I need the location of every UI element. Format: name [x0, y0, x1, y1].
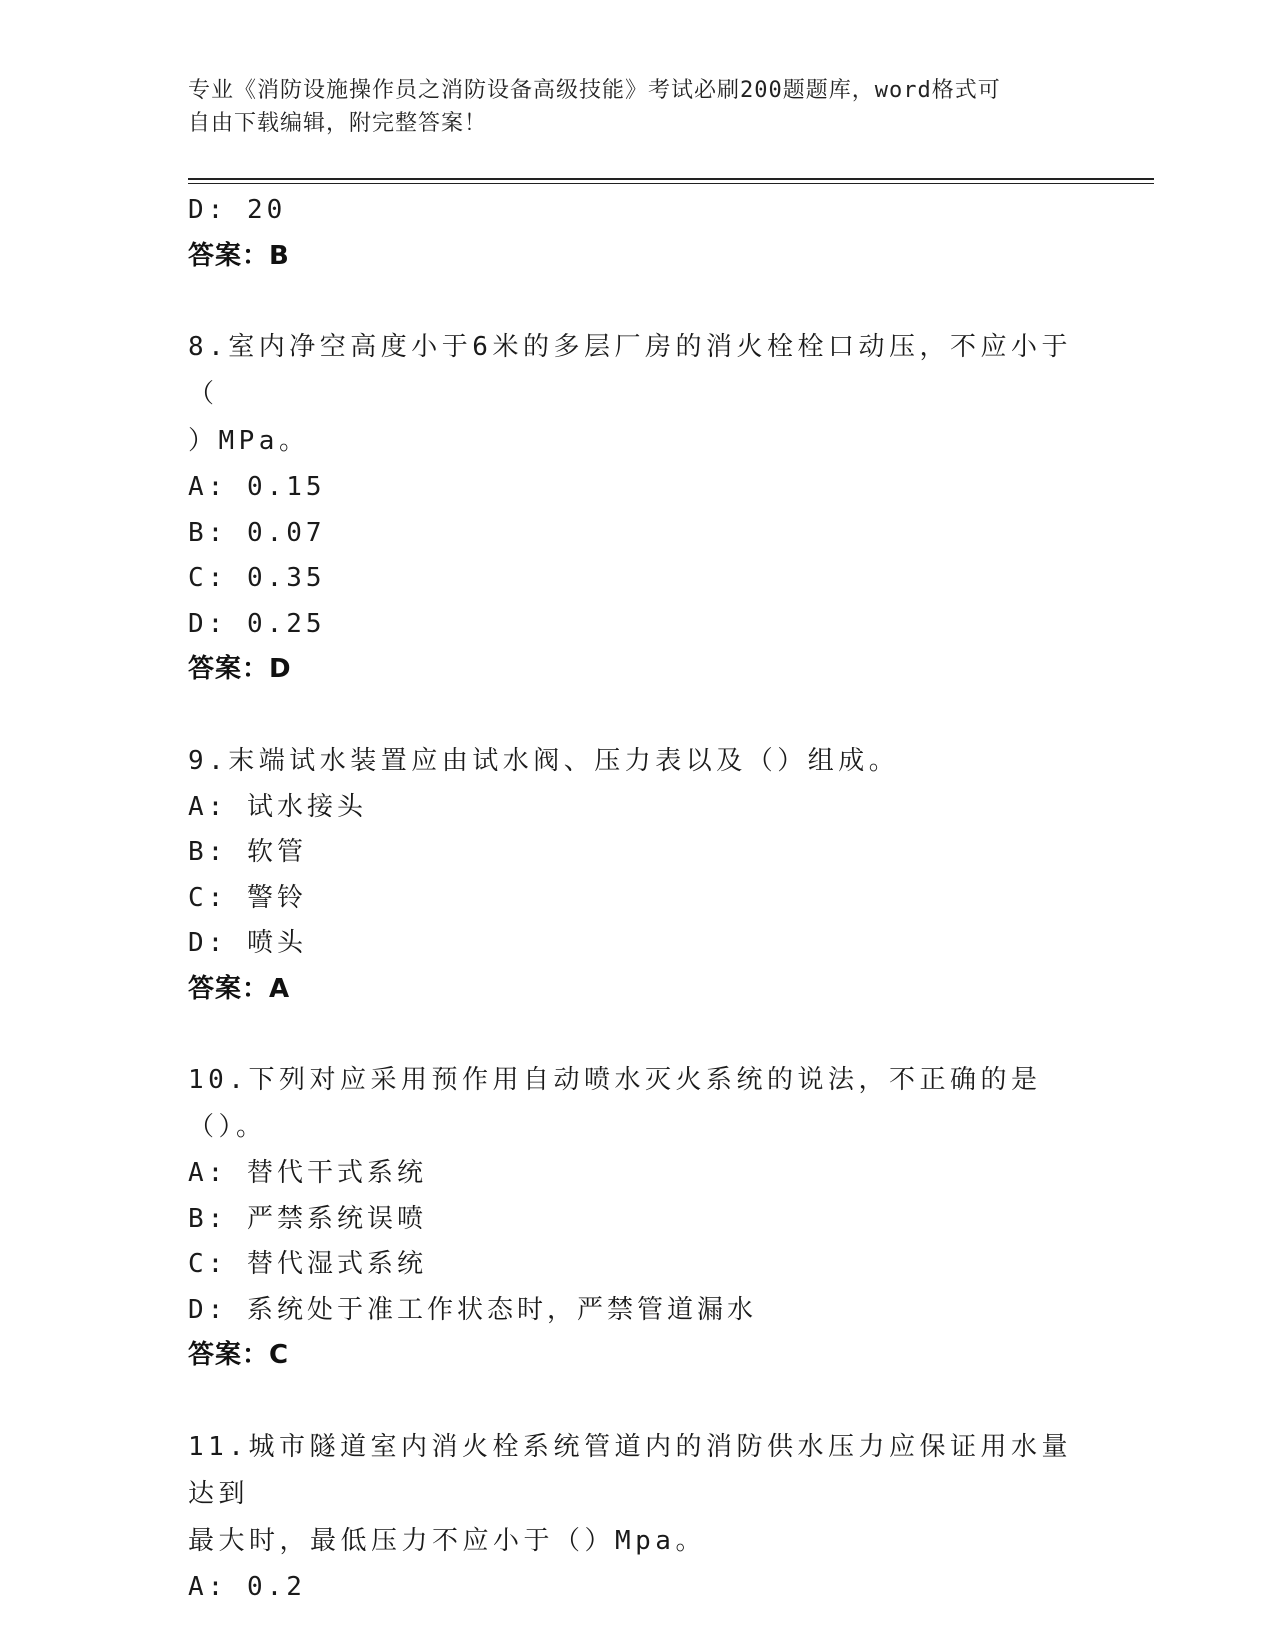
- question-stem-cont: ）MPa。: [188, 426, 310, 456]
- option-a: A: 0.2: [188, 1571, 306, 1602]
- question-list: [188, 188, 1088, 1610]
- question-stem: 9.末端试水装置应由试水阀、压力表以及（）组成。: [188, 745, 900, 776]
- option-b: B: 软管: [188, 837, 307, 867]
- option-c: C: 0.35: [188, 563, 326, 593]
- option-a: A: 试水接头: [188, 791, 367, 822]
- answer-line: 答案：B: [188, 240, 290, 271]
- option-d: D: 喷头: [188, 928, 307, 958]
- question-stem: 11.城市隧道室内消火栓系统管道内的消防供水压力应保证用水量达到: [188, 1431, 1072, 1509]
- question-block-7: [188, 188, 1088, 279]
- option-b: B: 严禁系统误喷: [188, 1203, 427, 1234]
- answer-line: 答案：A: [188, 973, 291, 1004]
- option-d: D: 0.25: [188, 608, 326, 639]
- question-block-11: [188, 1424, 1088, 1611]
- spacer: [188, 1379, 1088, 1424]
- spacer: [188, 1012, 1088, 1057]
- question-block-9: [188, 738, 1088, 1013]
- question-stem-cont: 最大时，最低压力不应小于（）Mpa。: [188, 1525, 706, 1556]
- header-divider-thick: [188, 178, 1154, 180]
- option-a: A: 0.15: [188, 472, 326, 502]
- header-divider-thin: [188, 183, 1154, 184]
- spacer: [188, 693, 1088, 738]
- answer-line: 答案：C: [188, 1340, 290, 1370]
- option-c: C: 警铃: [188, 882, 307, 913]
- question-stem: 10.下列对应采用预作用自动喷水灭火系统的说法，不正确的是（）。: [188, 1065, 1042, 1142]
- option-d: D: 20: [188, 195, 287, 225]
- header-line-2: 自由下载编辑，附完整答案！: [188, 111, 488, 136]
- option-c: C: 替代湿式系统: [188, 1249, 427, 1279]
- question-stem: 8.室内净空高度小于6米的多层厂房的消火栓栓口动压，不应小于（: [188, 332, 1072, 409]
- question-block-8: [188, 324, 1088, 693]
- header-line-1: 专业《消防设施操作员之消防设备高级技能》考试必刷200题题库，word格式可: [188, 78, 1001, 103]
- option-a: A: 替代干式系统: [188, 1158, 427, 1188]
- answer-line: 答案：D: [188, 654, 292, 684]
- spacer: [188, 279, 1088, 324]
- option-d: D: 系统处于准工作状态时，严禁管道漏水: [188, 1294, 757, 1325]
- question-block-10: [188, 1057, 1088, 1379]
- option-b: B: 0.07: [188, 517, 326, 548]
- document-header: [188, 74, 1068, 140]
